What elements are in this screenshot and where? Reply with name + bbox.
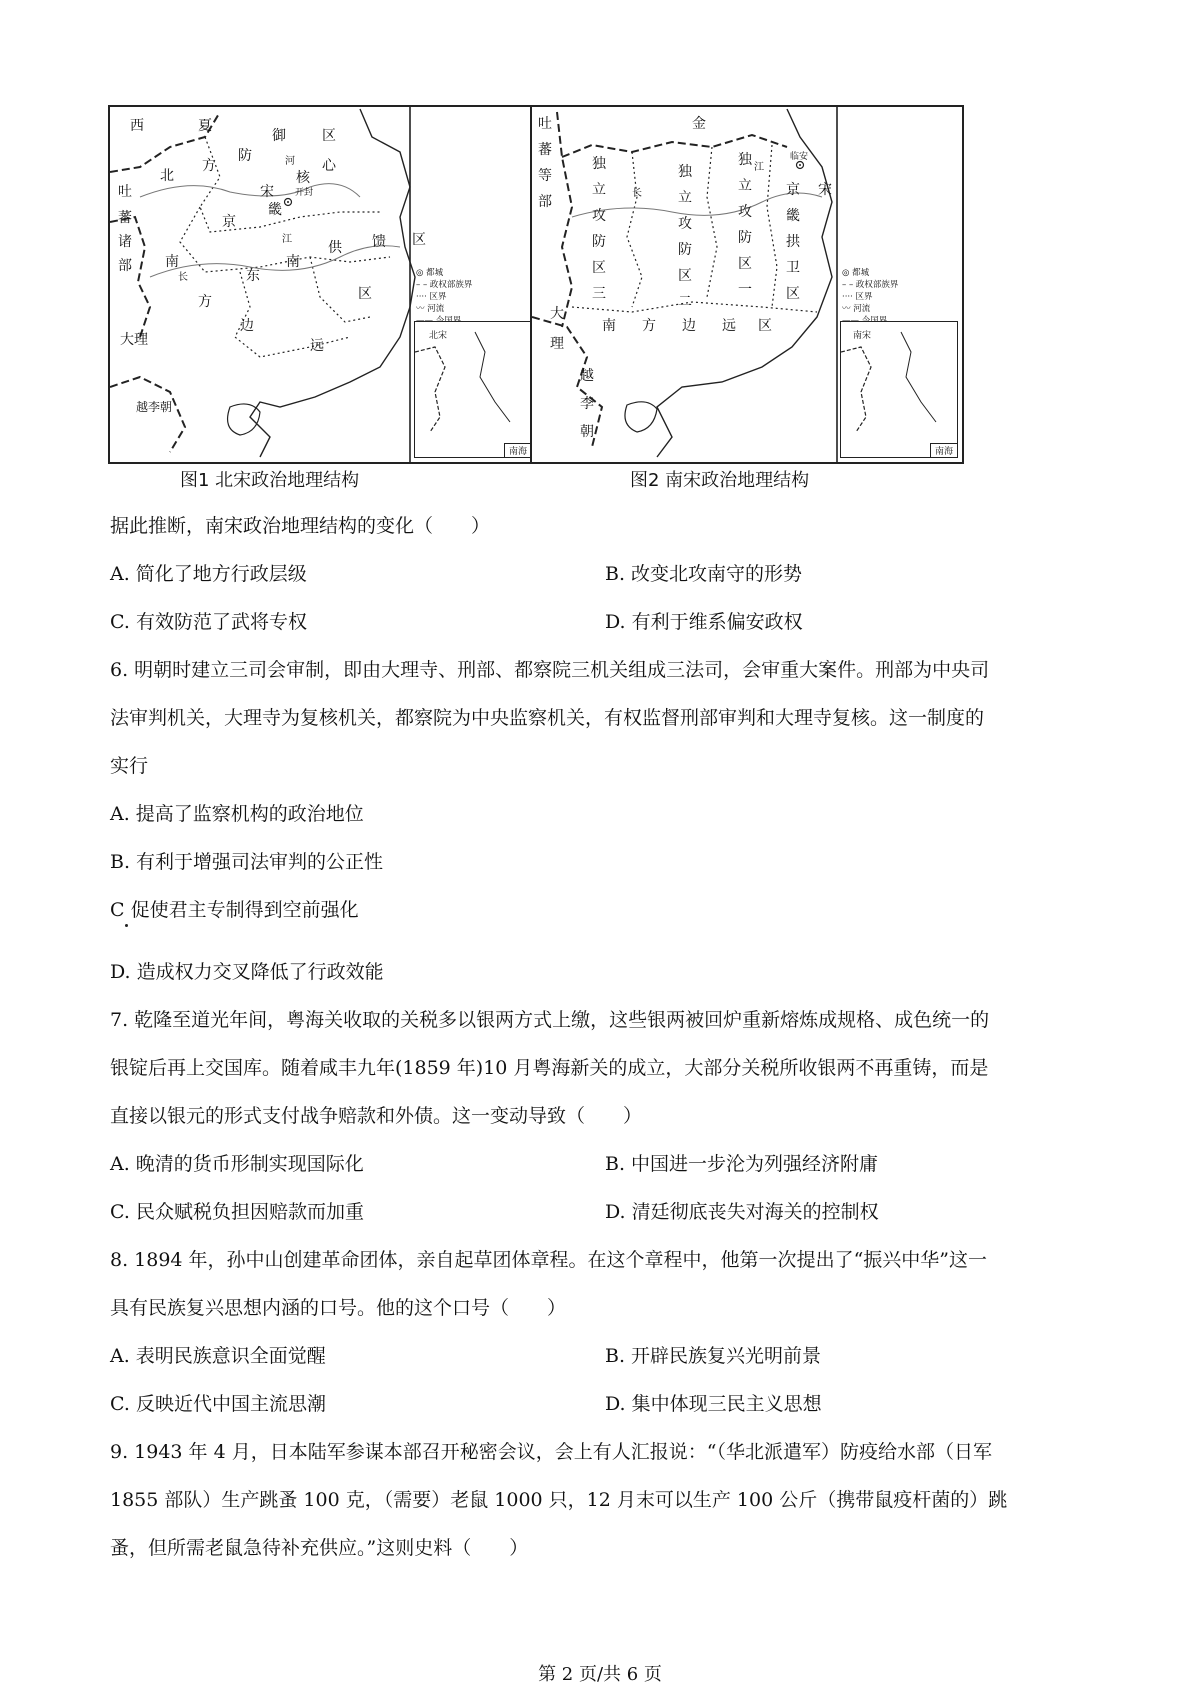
map1-label: 东 bbox=[246, 268, 260, 284]
map2-label: 畿 bbox=[786, 208, 800, 224]
map2-label: 等 bbox=[538, 168, 552, 184]
map1-label: 蕃 bbox=[118, 210, 132, 226]
q7-option-a: A. 晚清的货币形制实现国际化 bbox=[110, 1153, 364, 1175]
map1-label: 西 bbox=[130, 118, 144, 134]
map2-label: 立 bbox=[738, 178, 752, 194]
map1-label: 长 bbox=[178, 272, 188, 283]
map1-inset bbox=[414, 321, 532, 458]
map1-label: 馈 bbox=[372, 234, 386, 250]
legend-river: 〰 河流 bbox=[416, 304, 445, 314]
map2-label: 宋 bbox=[818, 182, 832, 198]
map1-label: 心 bbox=[322, 158, 336, 174]
map1-label: 核 bbox=[296, 170, 310, 186]
q6-line-3: 实行 bbox=[110, 755, 149, 777]
map2-label: 大 bbox=[550, 306, 564, 322]
map1-label: 区 bbox=[412, 232, 426, 248]
map1-label: 诸 bbox=[118, 234, 132, 250]
map2-caption: 图2 南宋政治地理结构 bbox=[630, 470, 810, 491]
map1-legend bbox=[416, 267, 472, 327]
q5-option-d: D. 有利于维系偏安政权 bbox=[605, 611, 803, 633]
map1-label: 供 bbox=[328, 240, 342, 256]
map2-label: 临安 bbox=[790, 152, 809, 162]
q7-option-c: C. 民众赋税负担因赔款而加重 bbox=[110, 1201, 364, 1223]
map1-label: 宋 bbox=[260, 184, 274, 200]
map2-label: 一 bbox=[738, 282, 752, 298]
q6-option-b: B. 有利于增强司法审判的公正性 bbox=[110, 851, 384, 873]
map2-label: 独 bbox=[592, 156, 606, 172]
map2-label: 区 bbox=[738, 256, 752, 272]
map2-label: 南 bbox=[602, 318, 616, 334]
map2-label: 区 bbox=[786, 286, 800, 302]
legend-capital: ◎ 都城 bbox=[416, 268, 444, 278]
map1-label: 方 bbox=[202, 158, 216, 174]
map1-label: 夏 bbox=[198, 118, 212, 134]
map2-label: 防 bbox=[678, 242, 692, 258]
map2-label: 李 bbox=[580, 396, 594, 412]
map2-label: 边 bbox=[682, 318, 696, 334]
map2-label: 长 bbox=[632, 188, 642, 199]
map2-label: 攻 bbox=[592, 208, 606, 224]
q6-line-1: 6. 明朝时建立三司会审制，即由大理寺、刑部、都察院三机关组成三法司，会审重大案件。刑部为中央司 bbox=[110, 659, 990, 681]
q6-option-a: A. 提高了监察机构的政治地位 bbox=[110, 803, 364, 825]
map1-label: 防 bbox=[238, 148, 252, 164]
northern-song-map bbox=[108, 105, 538, 464]
map1-label: 越李朝 bbox=[136, 400, 173, 414]
inset-sea-label: 南海 bbox=[504, 443, 531, 457]
map1-label: 北 bbox=[160, 168, 174, 184]
map2-label: 立 bbox=[678, 190, 692, 206]
q7-option-b: B. 中国进一步沦为列强经济附庸 bbox=[605, 1153, 879, 1175]
map1-label: 开封 bbox=[295, 188, 314, 198]
map2-label: 江 bbox=[754, 162, 764, 173]
map1-label: 区 bbox=[358, 286, 372, 302]
map1-label: 边 bbox=[240, 318, 254, 334]
stray-dot bbox=[125, 924, 128, 927]
map2-label: 部 bbox=[538, 194, 552, 210]
map2-label: 远 bbox=[722, 318, 736, 334]
map1-label: 大理 bbox=[120, 332, 148, 348]
q5-option-c: C. 有效防范了武将专权 bbox=[110, 611, 307, 633]
map1-label: 南 bbox=[286, 254, 300, 270]
map2-label: 越 bbox=[580, 368, 594, 384]
q9-line-2: 1855 部队）生产跳蚤 100 克，（需要）老鼠 1000 只，12 月末可以生产 100 公斤（携带鼠疫杆菌的）跳 bbox=[110, 1489, 1008, 1511]
southern-song-map bbox=[530, 105, 964, 464]
map2-label: 区 bbox=[758, 318, 772, 334]
map2-label: 立 bbox=[592, 182, 606, 198]
map2-label: 二 bbox=[678, 294, 692, 310]
map1-label: 远 bbox=[310, 338, 324, 354]
legend-capital: ◎ 都城 bbox=[842, 268, 870, 278]
q6-option-d: D. 造成权力交叉降低了行政效能 bbox=[110, 961, 384, 983]
map2-label: 独 bbox=[678, 164, 692, 180]
map2-label: 攻 bbox=[678, 216, 692, 232]
map2-label: 吐 bbox=[538, 116, 552, 132]
legend-regime-border: – – 政权部族界 bbox=[842, 280, 899, 290]
map1-label: 南 bbox=[165, 254, 179, 270]
inset-outline bbox=[415, 322, 531, 457]
legend-river: 〰 河流 bbox=[842, 304, 871, 314]
map2-inset bbox=[840, 321, 958, 458]
q7-line-2: 银锭后再上交国库。随着咸丰九年(1859 年)10 月粤海新关的成立，大部分关税所收银两不再重铸，而是 bbox=[110, 1057, 989, 1079]
map2-label: 区 bbox=[592, 260, 606, 276]
q8-line-1: 8. 1894 年，孙中山创建革命团体，亲自起草团体章程。在这个章程中，他第一次提出了“振兴中华”这一 bbox=[110, 1249, 987, 1271]
map2-legend bbox=[842, 267, 898, 327]
map2-label: 朝 bbox=[580, 424, 594, 440]
map1-label: 吐 bbox=[118, 184, 132, 200]
map1-label: 京 bbox=[222, 214, 236, 230]
map2-label: 拱 bbox=[786, 234, 800, 250]
q5-stem: 据此推断，南宋政治地理结构的变化（ ） bbox=[110, 515, 491, 537]
legend-region-border: ···· 区界 bbox=[416, 292, 447, 302]
q7-option-d: D. 清廷彻底丧失对海关的控制权 bbox=[605, 1201, 879, 1223]
q8-line-2: 具有民族复兴思想内涵的口号。他的这个口号（ ） bbox=[110, 1297, 567, 1319]
map2-label: 京 bbox=[786, 182, 800, 198]
q5-option-a: A. 简化了地方行政层级 bbox=[110, 563, 307, 585]
map2-label: 金 bbox=[692, 116, 706, 132]
map2-label: 蕃 bbox=[538, 142, 552, 158]
map1-label: 畿 bbox=[268, 202, 282, 218]
q9-line-1: 9. 1943 年 4 月，日本陆军参谋本部召开秘密会议，会上有人汇报说：“（华北派遣军）防疫给水部（日军 bbox=[110, 1441, 992, 1463]
map1-label: 区 bbox=[322, 128, 336, 144]
map2-label: 防 bbox=[738, 230, 752, 246]
legend-region-border: ···· 区界 bbox=[842, 292, 873, 302]
map2-label: 防 bbox=[592, 234, 606, 250]
map2-label: 区 bbox=[678, 268, 692, 284]
map2-label: 卫 bbox=[786, 260, 800, 276]
map1-label: 御 bbox=[272, 128, 286, 144]
map2-label: 独 bbox=[738, 152, 752, 168]
map1-label: 方 bbox=[198, 294, 212, 310]
q8-option-a: A. 表明民族意识全面觉醒 bbox=[110, 1345, 326, 1367]
inset-outline bbox=[841, 322, 957, 457]
map2-label: 攻 bbox=[738, 204, 752, 220]
map1-label: 部 bbox=[118, 258, 132, 274]
q8-option-b: B. 开辟民族复兴光明前景 bbox=[605, 1345, 822, 1367]
map2-label: 方 bbox=[642, 318, 656, 334]
q8-option-c: C. 反映近代中国主流思潮 bbox=[110, 1393, 326, 1415]
page-number: 第 2 页/共 6 页 bbox=[538, 1664, 662, 1685]
q6-line-2: 法审判机关，大理寺为复核机关，都察院为中央监察机关，有权监督刑部审判和大理寺复核。这一制度的 bbox=[110, 707, 985, 729]
inset-sea-label: 南海 bbox=[930, 443, 957, 457]
legend-regime-border: – – 政权部族界 bbox=[416, 280, 473, 290]
q5-option-b: B. 改变北攻南守的形势 bbox=[605, 563, 803, 585]
map1-label: 江 bbox=[282, 234, 292, 245]
map2-label: 理 bbox=[550, 336, 564, 352]
q6-option-c: C 促使君主专制得到空前强化 bbox=[110, 899, 359, 921]
q8-option-d: D. 集中体现三民主义思想 bbox=[605, 1393, 822, 1415]
inset-title: 南宋 bbox=[853, 331, 872, 341]
q9-line-3: 蚤，但所需老鼠急待补充供应。”这则史料（ ） bbox=[110, 1537, 529, 1559]
q7-line-3: 直接以银元的形式支付战争赔款和外债。这一变动导致（ ） bbox=[110, 1105, 643, 1127]
map1-label: 河 bbox=[285, 156, 295, 167]
inset-title: 北宋 bbox=[429, 331, 448, 341]
map1-caption: 图1 北宋政治地理结构 bbox=[180, 470, 360, 491]
map2-label: 三 bbox=[592, 286, 606, 302]
q7-line-1: 7. 乾隆至道光年间，粤海关收取的关税多以银两方式上缴，这些银两被回炉重新熔炼成规格、成色统一的 bbox=[110, 1009, 990, 1031]
